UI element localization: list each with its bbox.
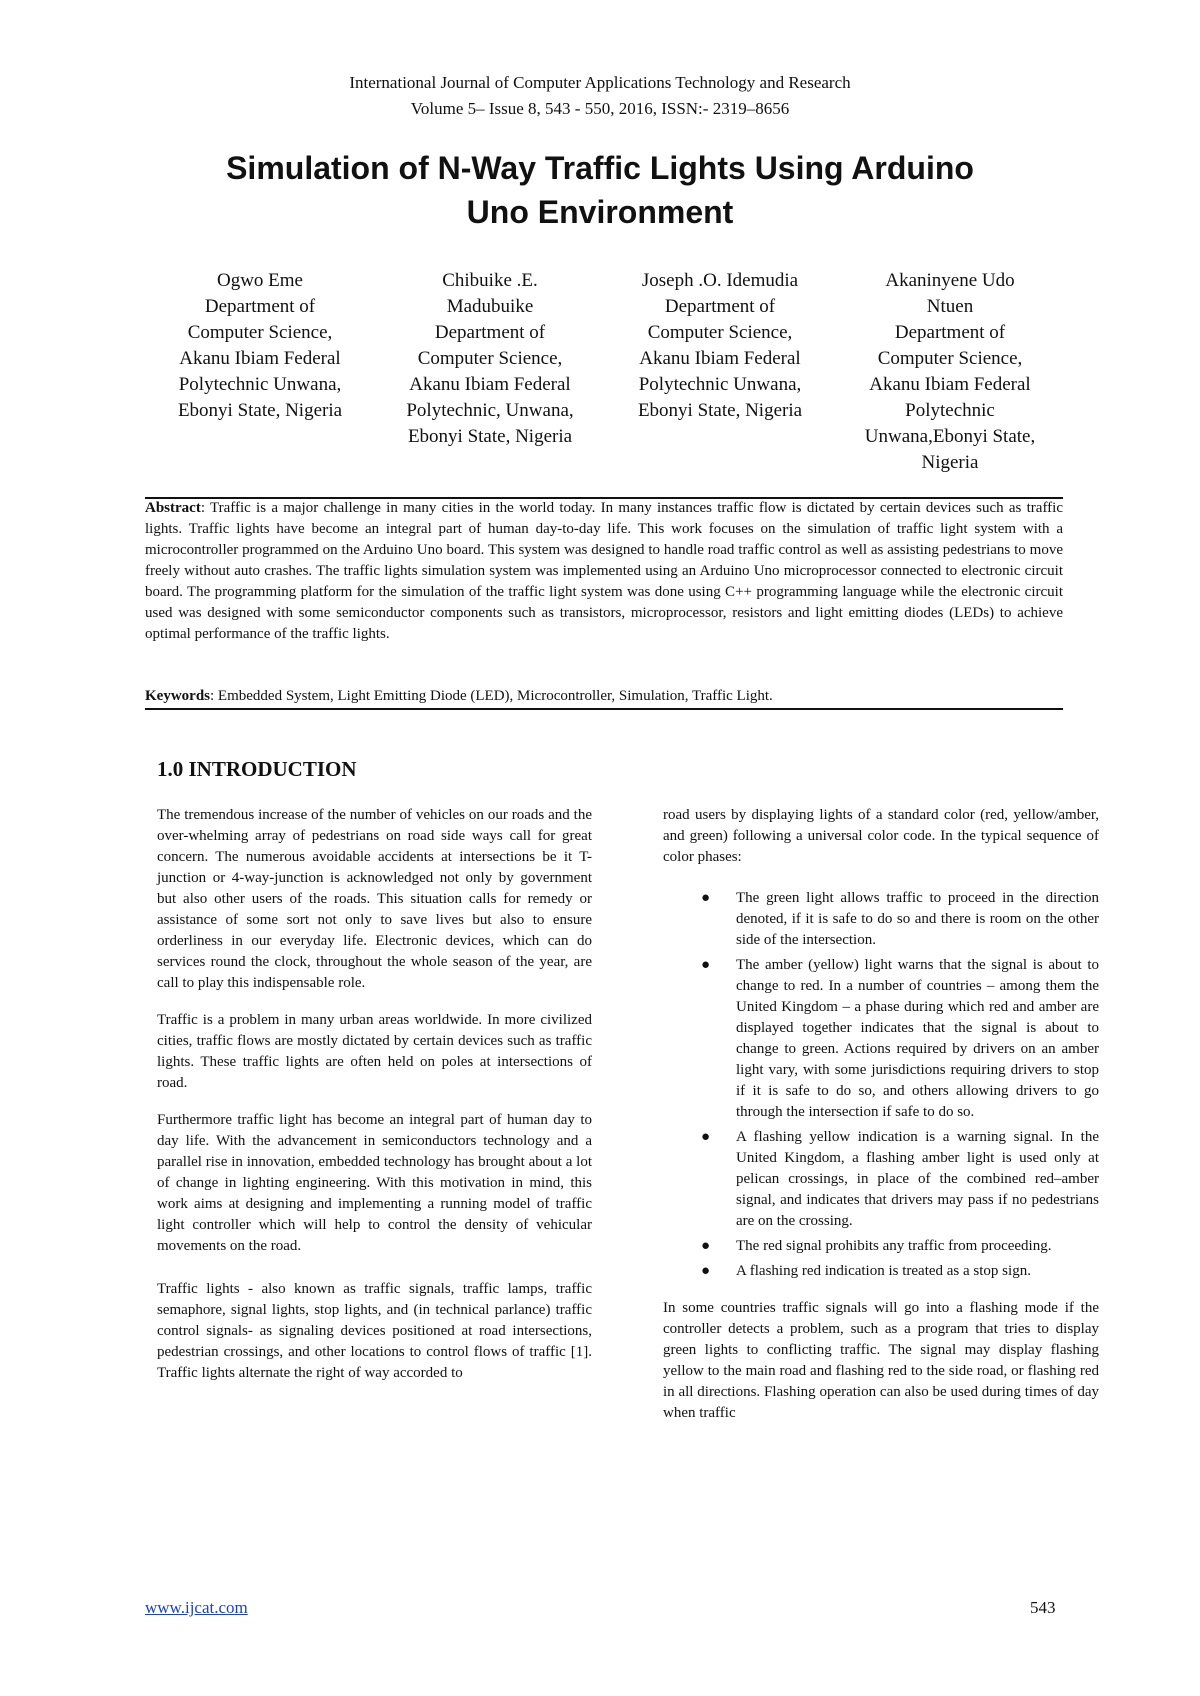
author-line: Polytechnic xyxy=(905,400,995,421)
paragraph: The tremendous increase of the number of vehicles on our roads and the over-whelming array of pedestrians on road side ways call for great concern. The numerous avoidable accidents at intersections be it T-junction or 4-way-junction is acknowledged not only by government but also other users of the roads. This situation calls for remedy or assistance of some sort not only to save lives but also to ensure orderliness in our everyday life. Electronic devices, which can do services round the clock, throughout the whole season of the year, are call to play this indispensable role. xyxy=(157,807,592,991)
author-line: Department of xyxy=(664,296,776,317)
list-item-text: The amber (yellow) light warns that the signal is about to change to red. In a number of countries – among them the United Kingdom – a phase during which red and amber are displayed together indicates that the signal is about to change to green. Actions required by drivers on an amber light vary, with some jurisdictions requiring drivers to stop if it is safe to do so, and others allowing drivers to go through the intersection if safe to do so. xyxy=(736,957,1099,1120)
author-line: Computer Science, xyxy=(417,348,563,369)
bullet-icon: ● xyxy=(701,1263,711,1279)
author-line: Akanu Ibiam Federal xyxy=(179,348,341,369)
bullet-icon: ● xyxy=(701,890,711,906)
section-heading: 1.0 INTRODUCTION xyxy=(157,757,357,781)
paragraph: Traffic lights - also known as traffic signals, traffic lamps, traffic semaphore, signal lights, stop lights, and (in technical parlance) traffic control signals- as signaling devices positioned at road intersections, pedestrian crossings, and other locations to control flows of traffic [1]. Traffic lights alternate the right of way accorded to xyxy=(157,1281,592,1381)
author-line: Akaninyene Udo xyxy=(885,270,1015,291)
paper-title xyxy=(130,146,1070,234)
paragraph: In some countries traffic signals will go into a flashing mode if the controller detects a problem, such as a program that tries to display green lights to conflicting traffic. The signal may display flashing yellow to the main road and flashing red to the side road, or flashing red in all directions. Flashing operation can also be used during times of day when traffic xyxy=(663,1300,1099,1421)
list-item xyxy=(663,888,1099,951)
author-line: Ebonyi State, Nigeria xyxy=(637,400,803,421)
author-line: Nigeria xyxy=(921,452,979,473)
list-item-text: A flashing yellow indication is a warning signal. In the United Kingdom, a flashing amber light is used only at pelican crossings, in place of the combined red–amber signal, and indicates that drivers may pass if no pedestrians are on the crossing. xyxy=(736,1129,1099,1229)
author-line: Polytechnic, Unwana, xyxy=(406,400,574,421)
list-item xyxy=(663,1127,1099,1232)
author-line: Department of xyxy=(204,296,316,317)
author-line: Madubuike xyxy=(446,296,534,317)
journal-website-link[interactable]: www.ijcat.com xyxy=(145,1598,248,1617)
list-item xyxy=(663,1236,1099,1257)
author-line: Ebonyi State, Nigeria xyxy=(177,400,343,421)
list-item-text: A flashing red indication is treated as a stop sign. xyxy=(736,1263,1031,1279)
author-block xyxy=(145,268,1065,476)
author-line: Ogwo Eme xyxy=(216,270,303,291)
abstract-text: : Traffic is a major challenge in many cities in the world today. In many instances traffic flow is dictated by certain devices such as traffic lights. Traffic lights have become an integral part of human day-to-day life. This work focuses on the simulation of traffic light system with a microcontroller programmed on the Arduino Uno board. This system was designed to handle road traffic control as well as assisting pedestrians to move freely without auto crashes. The traffic lights simulation system was implemented using an Arduino Uno microprocessor connected to electronic circuit board. The programming platform for the simulation of the traffic light system was done using C++ programming language while the electronic circuit used was designed with some semiconductor components such as transistors, microprocessor, resistors and light emitting diodes (LEDs) to achieve optimal performance of the traffic lights. xyxy=(145,500,1063,642)
keywords-text: : Embedded System, Light Emitting Diode (LED), Microcontroller, Simulation, Traffic Light. xyxy=(210,688,773,704)
bullet-icon: ● xyxy=(701,1238,711,1254)
author-line: Unwana,Ebonyi State, xyxy=(864,426,1036,447)
author-line: Computer Science, xyxy=(187,322,333,343)
author-line: Polytechnic Unwana, xyxy=(638,374,802,395)
paragraph: road users by displaying lights of a standard color (red, yellow/amber, and green) following a universal color code. In the typical sequence of color phases: xyxy=(663,807,1099,865)
list-item-text: The red signal prohibits any traffic from proceeding. xyxy=(736,1238,1052,1254)
author-line: Joseph .O. Idemudia xyxy=(641,270,799,291)
title-line-1: Simulation of N-Way Traffic Lights Using Arduino xyxy=(226,150,974,186)
author-line: Akanu Ibiam Federal xyxy=(869,374,1031,395)
author-1 xyxy=(145,268,375,476)
author-line: Department of xyxy=(434,322,546,343)
left-column xyxy=(157,805,592,1400)
bullet-icon: ● xyxy=(701,1129,711,1145)
keywords-label: Keywords xyxy=(145,688,210,704)
abstract xyxy=(145,498,1063,645)
abstract-bottom-rule xyxy=(145,708,1063,710)
author-line: Ebonyi State, Nigeria xyxy=(407,426,573,447)
title-line-2: Uno Environment xyxy=(466,194,734,230)
author-3 xyxy=(605,268,835,476)
author-line: Department of xyxy=(894,322,1006,343)
journal-header xyxy=(0,70,1200,122)
paragraph: Furthermore traffic light has become an integral part of human day to day life. With the advancement in semiconductors technology and a parallel rise in innovation, embedded technology has brought about a lot of change in lighting engineering. With this motivation in mind, this work aims at designing and implementing a running model of traffic light controller which will help to control the density of vehicular movements on the road. xyxy=(157,1112,592,1254)
journal-volume: Volume 5– Issue 8, 543 - 550, 2016, ISSN:- 2319–8656 xyxy=(410,99,790,118)
list-item-text: The green light allows traffic to proceed in the direction denoted, if it is safe to do so and there is room on the other side of the intersection. xyxy=(736,890,1099,948)
page-number: 543 xyxy=(1030,1598,1056,1617)
author-line: Polytechnic Unwana, xyxy=(178,374,342,395)
author-2 xyxy=(375,268,605,476)
author-line: Akanu Ibiam Federal xyxy=(409,374,571,395)
author-line: Ntuen xyxy=(926,296,974,317)
author-line: Computer Science, xyxy=(647,322,793,343)
right-column xyxy=(663,805,1099,1440)
bullet-list xyxy=(663,888,1099,1282)
bullet-icon: ● xyxy=(701,957,711,973)
journal-name: International Journal of Computer Applications Technology and Research xyxy=(349,73,851,92)
author-line: Computer Science, xyxy=(877,348,1023,369)
abstract-label: Abstract xyxy=(145,500,201,516)
list-item xyxy=(663,955,1099,1123)
list-item xyxy=(663,1261,1099,1282)
author-line: Chibuike .E. xyxy=(442,270,538,291)
author-line: Akanu Ibiam Federal xyxy=(639,348,801,369)
paragraph: Traffic is a problem in many urban areas worldwide. In more civilized cities, traffic flows are mostly dictated by certain devices such as traffic lights. These traffic lights are often held on poles at intersections of road. xyxy=(157,1012,592,1091)
author-4 xyxy=(835,268,1065,476)
keywords xyxy=(145,686,1063,707)
